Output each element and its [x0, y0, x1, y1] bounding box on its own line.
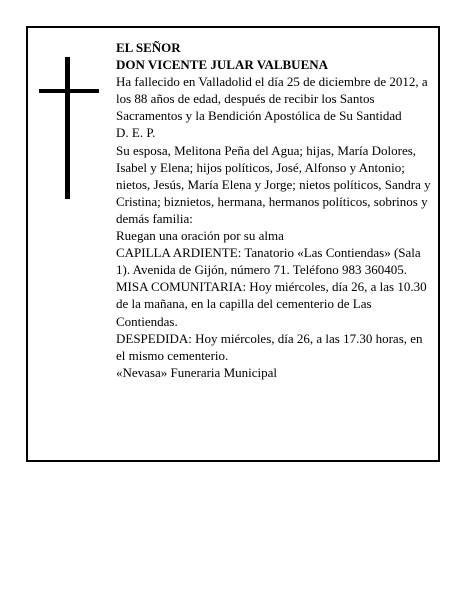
mass-info: MISA COMUNITARIA: Hoy miércoles, día 26, a las 10.30 de la mañana, en la capilla del cementerio de Las Contiendas. [116, 279, 427, 329]
farewell-info: DESPEDIDA: Hoy miércoles, día 26, a las 17.30 horas, en el mismo cementerio. [116, 330, 423, 363]
cross-vertical-bar [65, 57, 70, 199]
chapel-info: CAPILLA ARDIENTE: Tanatorio «Las Contiendas» (Sala 1). Avenida de Gijón, número 71. Teléfono 983 360405. [116, 245, 421, 278]
notice-text [116, 39, 434, 381]
deceased-name: DON VICENTE JULAR VALBUENA [116, 57, 329, 73]
funeral-home: «Nevasa» Funeraria Municipal [116, 364, 278, 380]
dep-line: D. E. P. [116, 125, 156, 141]
obituary-notice [26, 26, 440, 462]
family-list: Su esposa, Melitona Peña del Agua; hijas, María Dolores, Isabel y Elena; hijos políticos, José, Alfonso y Antonio; nietos, Jesús, María Elena y Jorge; nietos políticos, Sandra y Cristina; biznietos, hermana, hermanos políticos, sobrinos y demás familia: [116, 142, 431, 226]
death-announcement: Ha fallecido en Valladolid el día 25 de diciembre de 2012, a los 88 años de edad, después de recibir los Santos Sacramentos y la Bendición Apostólica de Su Santidad [116, 74, 428, 124]
prayer-request: Ruegan una oración por su alma [116, 228, 284, 244]
cross-horizontal-bar [39, 89, 99, 93]
notice-title: EL SEÑOR [116, 40, 181, 55]
cross-icon [39, 57, 99, 199]
